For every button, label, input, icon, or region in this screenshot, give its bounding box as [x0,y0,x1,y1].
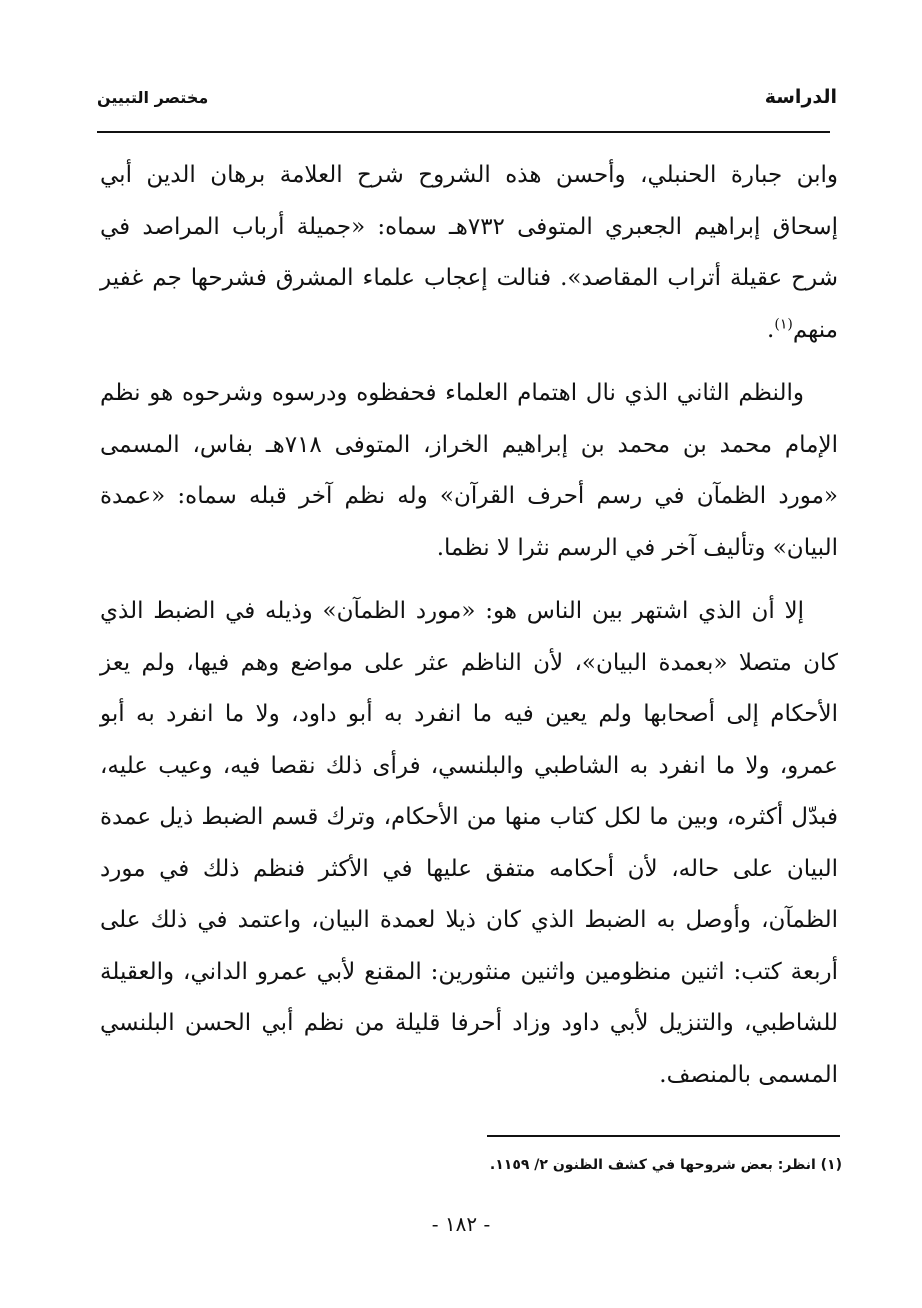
header-divider [97,131,830,133]
page-number: - ١٨٢ - [431,1212,491,1236]
footnote-divider [487,1135,840,1137]
book-title: مختصر التبيين [97,88,209,107]
footnote: (١) انظر: بعض شروحها في كشف الظنون ٢/ ١١٥٩. [489,1157,842,1173]
main-text [100,150,838,1113]
running-header [97,84,837,118]
paragraph-3: إلا أن الذي اشتهر بين الناس هو: «مورد الظمآن» وذيله في الضبط الذي كان متصلا «بعمدة البيان»، لأن الناظم عثر على مواضع وهم فيها، ولم يعز الأحكام إلى أصحابها ولم يعين فيه ما انفرد به أبو داود، ولا ما انفرد به أبو عمرو، ولا ما انفرد به الشاطبي والبلنسي، فرأى ذلك نقصا فيه، وعيب عليه، فبدّل أكثره، وبين ما لكل كتاب منها من الأحكام، وترك قسم الضبط ذيل عمدة البيان على حاله، لأن أحكامه متفق عليها في الأكثر فنظم ذلك في مورد الظمآن، وأوصل به الضبط الذي كان ذيلا لعمدة البيان، واعتمد في ذلك على أربعة كتب: اثنين منظومين واثنين منثورين: المقنع لأبي عمرو الداني، والعقيلة للشاطبي، والتنزيل لأبي داود وزاد أحرفا قليلة من نظم أبي الحسن البلنسي المسمى بالمنصف. [100,598,838,1088]
paragraph-1 [100,150,838,356]
paragraph-1-text: وابن جبارة الحنبلي، وأحسن هذه الشروح شرح العلامة برهان الدين أبي إسحاق إبراهيم الجعبري المتوفى ٧٣٢هـ سماه: «جميلة أرباب المراصد في شرح عقيلة أتراب المقاصد». فنالت إعجاب علماء المشرق فشرحها جم غفير منهم [100,162,838,343]
paragraph-1-end: . [767,316,775,343]
section-title: الدراسة [764,86,837,108]
footnote-reference: (١) [774,315,793,332]
paragraph-2: والنظم الثاني الذي نال اهتمام العلماء فحفظوه ودرسوه وشرحوه هو نظم الإمام محمد بن محمد بن إبراهيم الخراز، المتوفى ٧١٨هـ بفاس، المسمى «مورد الظمآن في رسم أحرف القرآن» وله نظم آخر قبله سماه: «عمدة البيان» وتأليف آخر في الرسم نثرا لا نظما. [100,380,838,561]
